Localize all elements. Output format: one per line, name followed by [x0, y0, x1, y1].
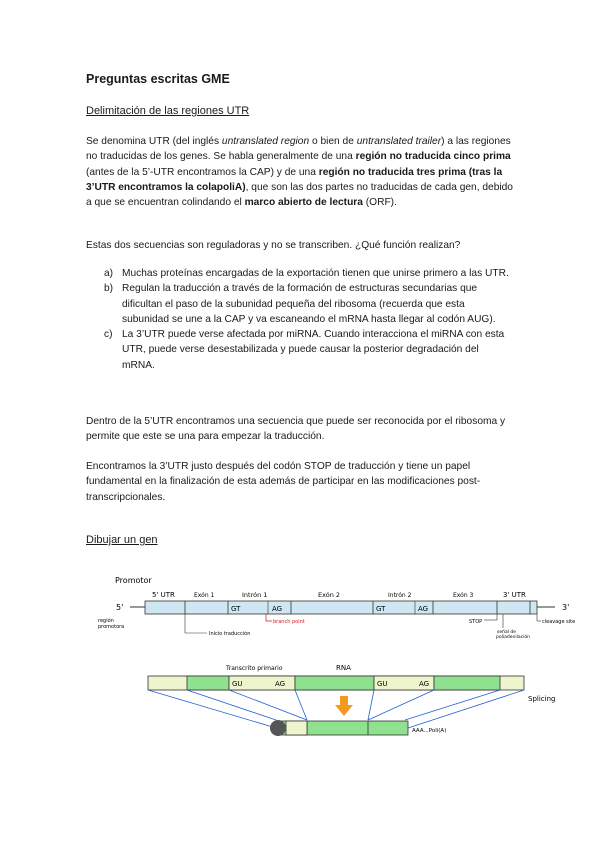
section-heading-gen: Dibujar un gen [86, 534, 158, 546]
cap-icon [270, 720, 286, 736]
list-item: b) Regulan la traducción a través de la formación de estructuras secundarias que dificultan el paso de la subunidad pequeña del ribosoma (recuerda que esta subunidad se une a la CAP y va escaneando el mRNA hasta llegar al codón AUG). [104, 283, 496, 325]
gt-label: GT [231, 605, 241, 613]
three-prime-label: 3' [562, 603, 570, 612]
polya-label: AAA...Poli(A) [412, 728, 447, 734]
gu-label: GU [232, 680, 243, 688]
exon-2-block [295, 676, 374, 690]
label-exon3: Exón 3 [453, 592, 474, 599]
label-intron2: Intrón 2 [388, 592, 412, 599]
exon-3-block [434, 676, 500, 690]
promotor-label: Promotor [115, 576, 152, 585]
gene-body [145, 601, 537, 614]
transcrito-primario-label: Transcrito primario [226, 665, 283, 672]
stop-label: STOP [469, 619, 483, 625]
label-exon2: Exón 2 [318, 591, 341, 599]
label-exon1: Exón 1 [194, 592, 215, 599]
list-item: c) La 3’UTR puede verse afectada por miRNA. Cuando interacciona el miRNA con esta UTR, puede verse desestabilizada y puede causar la posterior degradación del mRNA. [104, 329, 505, 371]
label-5utr: 5' UTR [152, 591, 175, 599]
inicio-traduccion-label: Inicio traducción [209, 631, 251, 637]
gu-label: GU [377, 680, 388, 688]
splicing-arrow-icon [335, 696, 353, 716]
section-heading-utr: Delimitación de las regiones UTR [86, 105, 250, 117]
intro-paragraph: Se denomina UTR (del inglés untranslated region o bien de untranslated trailer) a las regiones no traducidas de los genes. Se habla generalmente de una región no traducida cinco prima (antes de la 5’-UTR encontramos la CAP) y de una región no traducida tres prima (tras la 3’UTR encontramos la colapoliA), que son las dos partes no traducidas de cada gen, debido a que se encuentran colindando el marco abierto de lectura (ORF). [86, 136, 513, 209]
rna-label: RNA [336, 664, 351, 672]
list-item: a) Muchas proteínas encargadas de la exportación tienen que unirse primero a las UTR. [104, 268, 509, 279]
region-promotora-label: región promotora [98, 618, 125, 630]
ag-label: AG [275, 680, 286, 688]
ag-label: AG [272, 605, 283, 613]
cleavage-site-label: cleavage site [542, 619, 576, 625]
exon-1-block [187, 676, 229, 690]
splicing-label: Splicing [528, 695, 556, 703]
ag-label: AG [419, 680, 430, 688]
page-title: Preguntas escritas GME [86, 72, 230, 86]
senal-poliadenilacion-label: señal de poliadenilación [496, 630, 530, 640]
five-prime-label: 5' [116, 603, 124, 612]
ag-label: AG [418, 605, 429, 613]
branch-point-label: branch point [273, 619, 305, 625]
gt-label: GT [376, 605, 386, 613]
label-intron1: Intrón 1 [242, 591, 268, 599]
label-3utr: 3' UTR [503, 591, 526, 599]
paragraph-3utr: Encontramos la 3’UTR justo después del codón STOP de traducción y tiene un papel fundamental en la finalización de esta además de participar en las modificaciones post-transcripcionales. [86, 461, 481, 503]
paragraph-5utr: Dentro de la 5’UTR encontramos una secuencia que puede ser reconocida por el ribosoma y permite que este se una para empezar la traducción. [86, 416, 506, 443]
question-paragraph: Estas dos secuencias son reguladoras y no se transcriben. ¿Qué función realizan? [86, 240, 461, 251]
